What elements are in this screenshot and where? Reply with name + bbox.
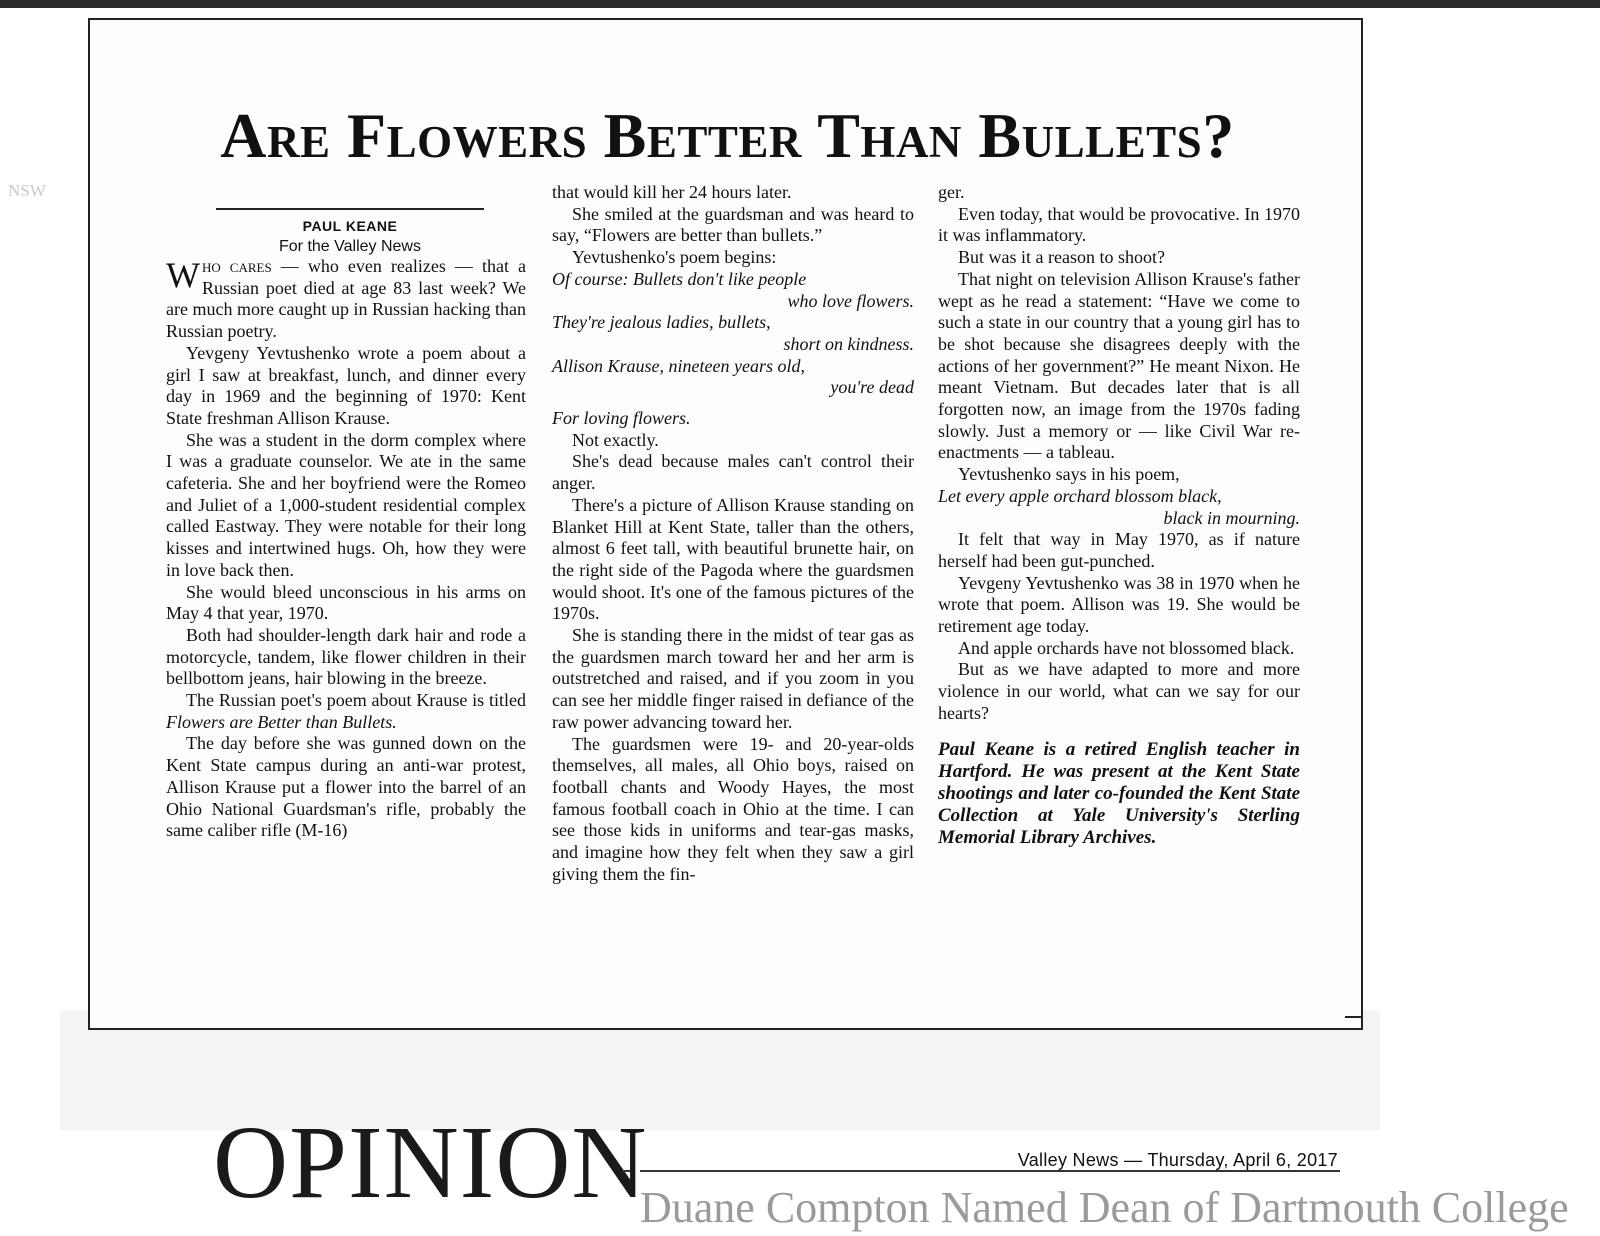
poem-line: They're jealous ladies, bullets, bbox=[552, 312, 771, 333]
paragraph: that would kill her 24 hours later. bbox=[552, 182, 792, 202]
paragraph: She was a student in the dorm complex where I was a graduate counselor. We ate in the same cafeteria. She and her boyfriend were the Romeo and Juliet of a 1,000-student residential complex called Eastway. They were notable for their long kisses and intertwined hugs. Oh, how they were in love back then. bbox=[166, 429, 526, 580]
bleed-through-headline: Duane Compton Named Dean of Dartmouth College bbox=[640, 1183, 1569, 1232]
paragraph: But was it a reason to shoot? bbox=[958, 247, 1165, 268]
paragraph: She would bleed unconscious in his arms on May 4 that year, 1970. bbox=[166, 581, 526, 624]
lead-text: — who even realizes — that a Russian poet died at age 83 last week? We are much more caught up in Russian hacking than Russian poetry. bbox=[166, 256, 526, 342]
paragraph: The day before she was gunned down on the Kent State campus during an anti-war protest, Allison Krause put a flower into the barrel of an Ohio National Guardsman's rifle, probably the same caliber rifle (M-16) bbox=[166, 733, 526, 841]
paragraph: The guardsmen were 19- and 20-year-olds themselves, all males, all Ohio boys, raised on football chants and Woody Hayes, the most famous football coach in Ohio at the time. I can see those kids in uniforms and tear-gas masks, and imagine how they felt when they saw a girl giving them the fin- bbox=[552, 733, 914, 884]
footer-dash bbox=[622, 1170, 630, 1172]
paragraph: Yevtushenko's poem begins: bbox=[572, 247, 777, 268]
poem-title: Flowers are Better than Bullets. bbox=[166, 711, 397, 732]
footer-rule bbox=[640, 1170, 1340, 1172]
lead-paragraph bbox=[166, 256, 526, 343]
paragraph bbox=[166, 690, 526, 733]
poem-line: Let every apple orchard blossom black, bbox=[938, 485, 1222, 506]
article-column-1 bbox=[166, 256, 526, 842]
paragraph: Even today, that would be provocative. In 1970 it was inflammatory. bbox=[938, 203, 1300, 246]
article-column-3 bbox=[938, 182, 1300, 849]
paragraph-text: The Russian poet's poem about Krause is titled bbox=[186, 690, 526, 711]
poem-line: you're dead bbox=[830, 377, 914, 398]
bleed-through-text-side: NSW bbox=[8, 181, 46, 200]
paragraph: Yevgeny Yevtushenko wrote a poem about a girl I saw at breakfast, lunch, and dinner every day in 1969 and the beginning of 1970: Kent State freshman Allison Krause. bbox=[166, 342, 526, 428]
byline-affiliation: For the Valley News bbox=[279, 238, 421, 255]
section-title: OPINION bbox=[213, 1105, 648, 1220]
author-bio: Paul Keane is a retired English teacher in Hartford. He was present at the Kent State shootings and later co-founded the Kent State Collection at Yale University's Sterling Memorial Library Archives. bbox=[938, 738, 1300, 848]
poem-line: who love flowers. bbox=[787, 290, 914, 311]
paragraph: Yevgeny Yevtushenko was 38 in 1970 when he wrote that poem. Allison was 19. She would be retirement age today. bbox=[938, 572, 1300, 637]
paragraph: She smiled at the guardsman and was heard to say, “Flowers are better than bullets.” bbox=[552, 203, 914, 246]
paragraph: But as we have adapted to more and more violence in our world, what can we say for our hearts? bbox=[938, 659, 1300, 723]
paragraph: Both had shoulder-length dark hair and rode a motorcycle, tandem, like flower children in their bellbottom jeans, hair blowing in the breeze. bbox=[166, 624, 526, 689]
paragraph: It felt that way in May 1970, as if nature herself had been gut-punched. bbox=[938, 529, 1300, 571]
scan-edge bbox=[0, 0, 1600, 8]
drop-cap: W bbox=[166, 255, 200, 295]
paragraph: She's dead because males can't control their anger. bbox=[552, 451, 914, 494]
paragraph: That night on television Allison Krause's father wept as he read a statement: “Have we come to such a state in our country that a young girl has to be shot because she disagrees deeply with the actions of her government?” He meant Nixon. He meant Vietnam. But decades later that is all forgotten now, an image from the 1970s fading slowly. Just a memory or — like Civil War re-enactments — a tableau. bbox=[938, 268, 1300, 463]
poem-line: black in mourning. bbox=[1163, 507, 1300, 528]
byline-top-rule bbox=[216, 208, 484, 210]
poem-line: Allison Krause, nineteen years old, bbox=[552, 355, 805, 376]
article-frame bbox=[88, 18, 1363, 1030]
paragraph: There's a picture of Allison Krause standing on Blanket Hill at Kent State, taller than the others, almost 6 feet tall, with beautiful brunette hair, on the right side of the Pagoda where the guardsmen would shoot. It's one of the famous pictures of the 1970s. bbox=[552, 494, 914, 624]
poem-line: short on kindness. bbox=[783, 333, 914, 354]
paragraph: Yevtushenko says in his poem, bbox=[958, 464, 1180, 485]
poem-line: Of course: Bullets don't like people bbox=[552, 268, 807, 289]
frame-corner-mark bbox=[1345, 1016, 1363, 1018]
paragraph: ger. bbox=[938, 182, 965, 202]
byline bbox=[216, 198, 484, 256]
byline-author: PAUL KEANE bbox=[302, 218, 398, 234]
headline: Are Flowers Better Than Bullets? bbox=[220, 100, 1235, 171]
paragraph: Not exactly. bbox=[572, 429, 659, 450]
dateline: Valley News — Thursday, April 6, 2017 bbox=[1017, 1150, 1338, 1170]
paragraph: She is standing there in the midst of tear gas as the guardsmen march toward her and her arm is outstretched and raised, and if you zoom in you can see her middle finger raised in defiance of the raw power advancing toward her. bbox=[552, 625, 914, 732]
poem-line: For loving flowers. bbox=[552, 408, 691, 429]
lead-smallcaps: ho cares bbox=[201, 256, 272, 276]
article-column-2 bbox=[552, 182, 914, 886]
paragraph: And apple orchards have not blossomed black. bbox=[958, 637, 1295, 658]
